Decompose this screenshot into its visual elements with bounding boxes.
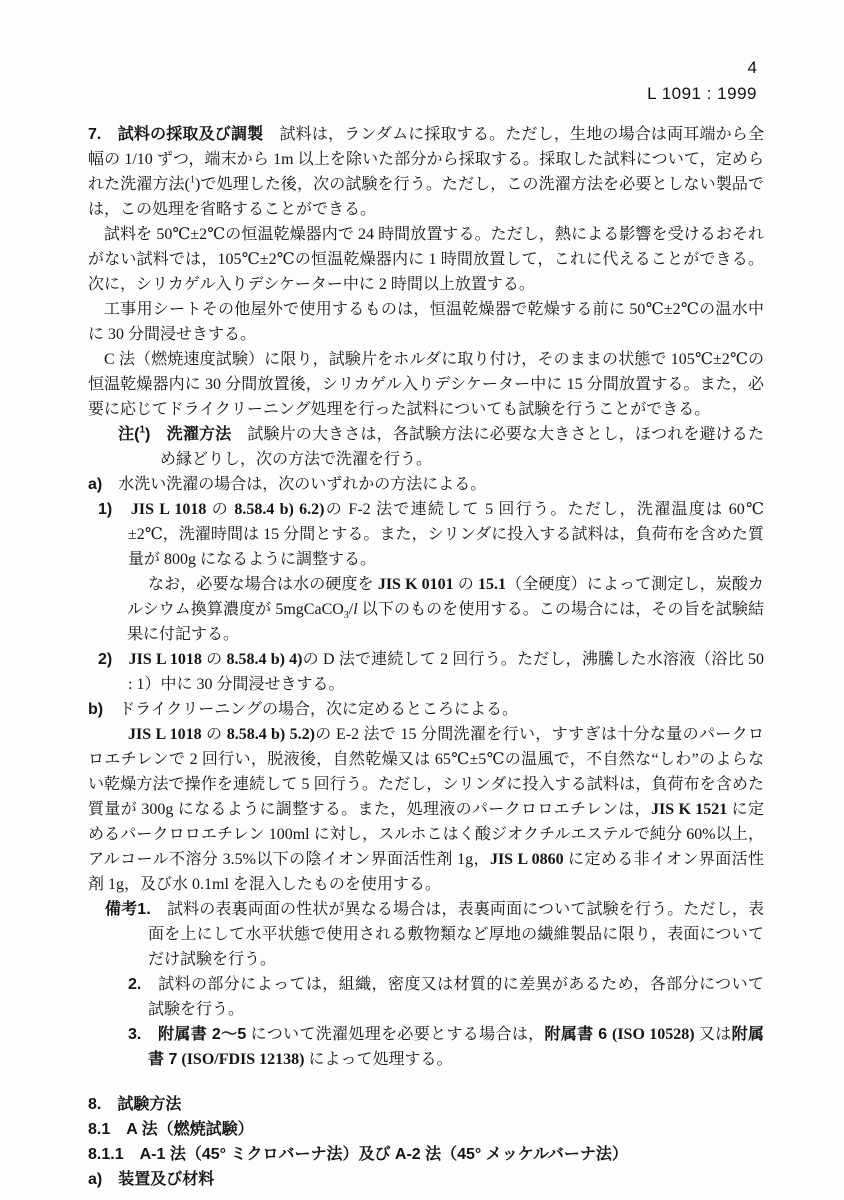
para-c-method <box>88 347 764 422</box>
text: の <box>201 726 227 743</box>
bold-text: JIS K 1521 <box>651 801 728 818</box>
note-washing-method <box>118 422 764 472</box>
text <box>112 501 131 518</box>
text: 1 <box>189 174 195 186</box>
sec8-heading <box>88 1092 764 1117</box>
bold-text: 3. <box>128 1026 142 1043</box>
bold-text: 7. 試料の採取及び調製 <box>88 126 264 143</box>
bold-text: 附属書 7 <box>148 1026 764 1068</box>
bold-text: a) 装置及び材料 <box>88 1171 215 1188</box>
remark-2 <box>128 972 764 1022</box>
bold-text: 15.1 <box>478 576 507 593</box>
text: 試料は，ランダムに採取する。ただし，生地の場合は両耳端から全幅の 1/10 ずつ，端末から 1m 以上を除いた部分から採取する。採取した試料について，定められた洗濯方法( <box>88 126 764 193</box>
text: 工事用シートその他屋外で使用するものは，恒温乾燥器で乾燥する前に 50℃±2℃の温水中に 30 分間浸せきする。 <box>88 301 764 343</box>
bold-text: JIS L 1018 <box>128 651 202 668</box>
bold-text: JIS K 0101 <box>377 576 454 593</box>
text: l <box>353 601 358 618</box>
text <box>112 651 128 668</box>
item-a-water-wash <box>88 472 764 497</box>
bold-text: (ISO/FDIS 12138) <box>181 1051 305 1068</box>
bold-text: 8. 試験方法 <box>88 1096 182 1113</box>
text: の <box>453 576 479 593</box>
bold-text: JIS L 1018 <box>128 726 202 743</box>
remark-3 <box>128 1022 764 1072</box>
bold-text: 1) <box>98 501 113 518</box>
text: 試料の部分によっては，組織，密度又は材質的に差異があるため，各部分について試験を行う。 <box>141 976 764 1018</box>
para-conditioning <box>88 222 764 297</box>
text: 試料を 50℃±2℃の恒温乾燥器内で 24 時間放置する。ただし，熱による影響を受けるおそれがない試料では，105℃±2℃の恒温乾燥器内に 1 時間放置して，これに代えることができる。次に，シリカゲル入りデシケーター中に 2 時間以上放置する。 <box>88 226 764 293</box>
text: の E-2 法で 15 分間洗濯を行い，すすぎは十分な量のパークロロエチレンで 2 回行い，脱液後，自然乾燥又は 65℃±5℃の温風で，不自然な“しわ”のよらない乾燥方法で操作を連続して 5 回行う。ただし，シリンダに投入する試料は，負荷布を含めた質量が 300g になるように調整する。また，処理液のパークロロエチレンは， <box>88 726 765 818</box>
text: の F-2 法で連続して 5 回行う。ただし，洗濯温度は 60℃±2℃，洗濯時間は 15 分間とする。また，シリンダに投入する試料は，負荷布を含めた質量が 800g になるように調整する。 <box>128 501 764 568</box>
text: 以下のものを使用する。この場合には，その旨を試験結果に付記する。 <box>127 601 764 643</box>
bold-text: 8.1 A 法（燃焼試験） <box>88 1121 254 1138</box>
item-a-1 <box>98 497 764 572</box>
text <box>150 426 166 443</box>
text: について洗濯処理を必要とする場合は， <box>246 1026 545 1043</box>
bold-text: 8.58.4 b) 6.2) <box>234 501 325 518</box>
text: 又は <box>694 1026 732 1043</box>
bold-text: JIS L 1018 <box>130 501 207 518</box>
text: 3 <box>343 610 349 622</box>
bold-text: JIS L 0860 <box>489 851 564 868</box>
bold-text: ) <box>145 426 151 443</box>
text: によって処理する。 <box>304 1051 453 1068</box>
item-a-2 <box>98 647 768 697</box>
document-body <box>88 122 768 1192</box>
bold-text: 2) <box>98 651 113 668</box>
bold-text: b) <box>88 701 104 718</box>
text: の <box>206 501 235 518</box>
bold-text: 8.58.4 b) 4) <box>226 651 303 668</box>
text: 試験片の大きさは，各試験方法に必要な大きさとし，ほつれを避けるため縁どりし，次の方法で洗濯を行う。 <box>160 426 764 468</box>
bold-text: 8.1.1 A-1 法（45° ミクロバーナ法）及び A-2 法（45° メッケルバーナ法） <box>88 1146 628 1163</box>
text: C 法（燃焼速度試験）に限り，試験片をホルダに取り付け，そのままの状態で 105℃±2℃の恒温乾燥器内に 30 分間放置後，シリカゲル入りデシケーター中に 15 分間放置する。また，必要に応じてドライクリーニング処理を行った試料についても試験を行うことができる。 <box>88 351 764 418</box>
sec8-1-1-heading <box>88 1142 764 1167</box>
doc-number: L 1091 : 1999 <box>647 84 757 103</box>
page-header <box>88 55 764 107</box>
item-a-apparatus <box>88 1167 764 1192</box>
text: ドライクリーニングの場合，次に定めるところによる。 <box>103 701 518 718</box>
text: / <box>348 601 354 618</box>
bold-text: 洗濯方法 <box>166 426 232 443</box>
text: 水洗い洗濯の場合は，次のいずれかの方法による。 <box>102 476 487 493</box>
bold-text: a) <box>88 476 103 493</box>
bold-text: 備考1. <box>105 901 151 918</box>
text: の <box>201 651 227 668</box>
text: に定めるパークロロエチレン 100ml に対し，スルホこはく酸ジオクチルエステルで純分 60%以上，アルコール不溶分 3.5%以下の陰イオン界面活性剤 1g， <box>88 801 764 868</box>
text <box>141 1026 158 1043</box>
text: なお，必要な場合は水の硬度を <box>148 576 378 593</box>
bold-text: 8.58.4 b) 5.2) <box>226 726 315 743</box>
text: に定める非イオン界面活性剤 1g，及び水 0.1ml を混入したものを使用する。 <box>88 851 764 893</box>
para-water-hardness <box>127 572 764 647</box>
item-b-dry-cleaning <box>88 697 764 722</box>
bold-text: (ISO 10528) <box>612 1026 695 1043</box>
para-outdoor-sheet <box>88 297 764 347</box>
bold-text: 附属書 6 <box>544 1026 612 1043</box>
text: )で処理した後，次の試験を行う。ただし，この洗濯方法を必要としない製品では，この処理を省略することができる。 <box>88 176 764 218</box>
page-number: 4 <box>747 58 757 77</box>
sec8-1-heading <box>88 1117 764 1142</box>
para-dry-cleaning-detail <box>88 722 764 897</box>
text: の D 法で連続して 2 回行う。ただし，沸騰した水溶液（浴比 50 : 1）中に 30 分間浸せきする。 <box>128 651 768 693</box>
bold-text: 2. <box>128 976 142 993</box>
text: （全硬度）によって測定し，炭酸カルシウム換算濃度が 5mgCaCO <box>127 576 764 618</box>
bold-text: 附属書 2～5 <box>158 1026 247 1043</box>
remark-1 <box>105 897 764 972</box>
bold-text: 1 <box>139 424 146 436</box>
sec7-paragraph <box>88 122 764 222</box>
text: 試料の表裏両面の性状が異なる場合は，表裏両面について試験を行う。ただし，表面を上にして水平状態で使用される敷物類など厚地の繊維製品に限り，表面についてだけ試験を行う。 <box>148 901 764 968</box>
bold-text: 注( <box>118 426 140 443</box>
